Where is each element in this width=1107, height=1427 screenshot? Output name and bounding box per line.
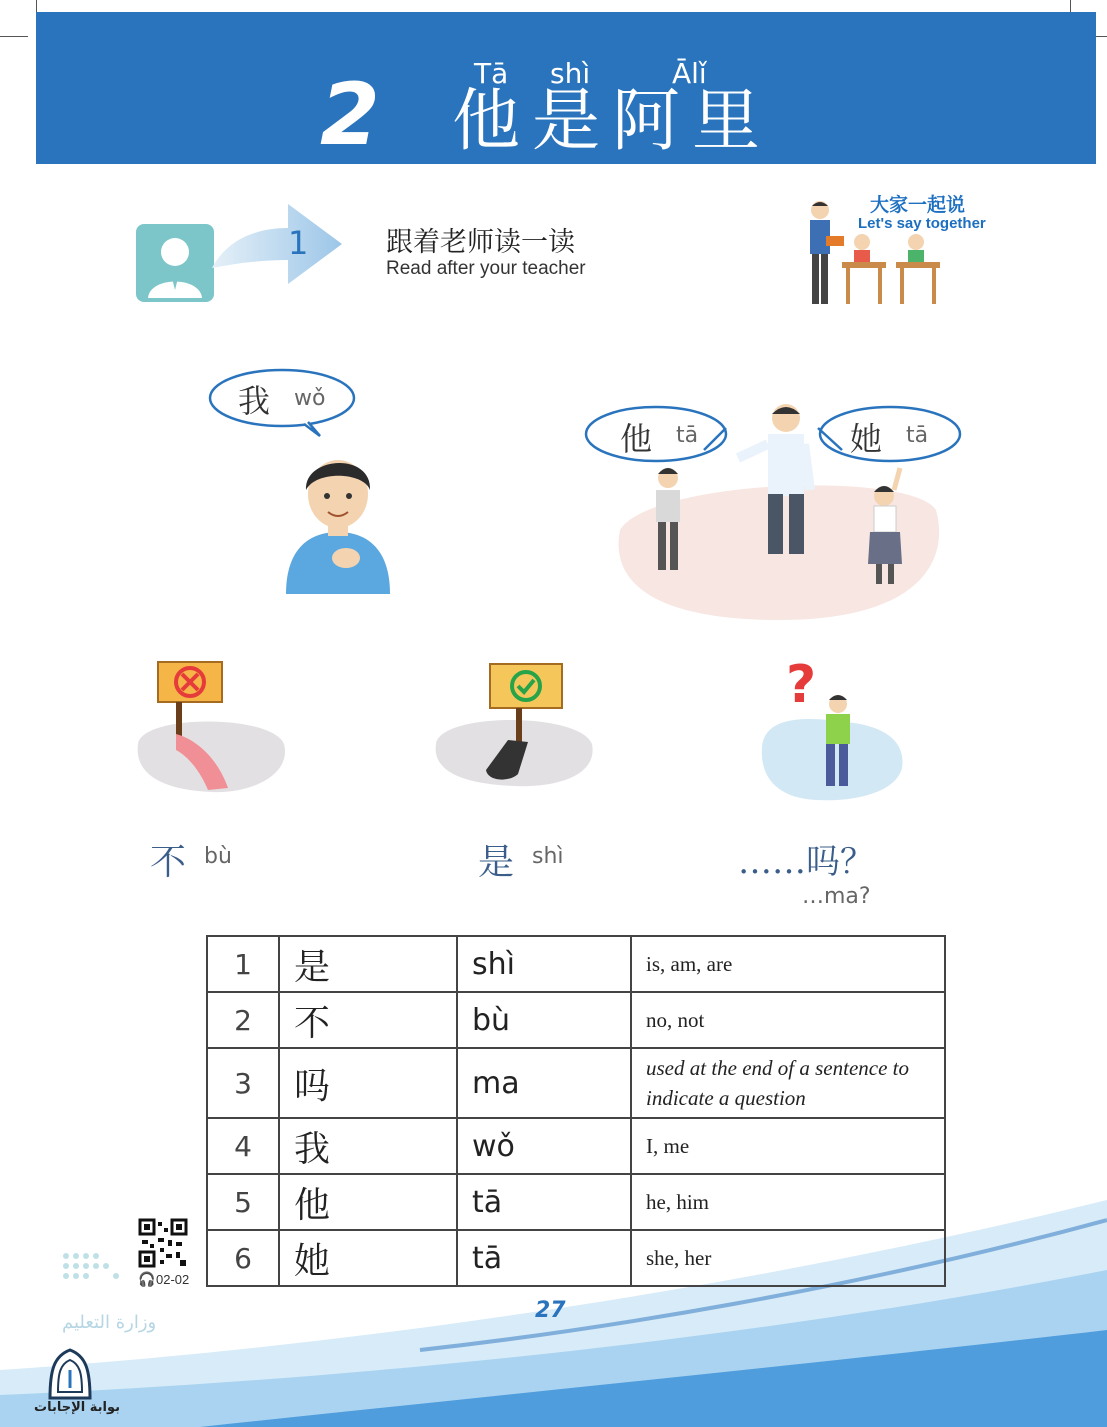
vocab-pinyin: shì [457, 936, 631, 992]
bubble-wo-pinyin: wǒ [294, 386, 326, 411]
vocab-pinyin: bù [457, 992, 631, 1048]
title-char-2: 是 [532, 82, 601, 161]
vocabulary-table [206, 935, 946, 1287]
say-together-badge-cn: 大家一起说 [870, 194, 966, 216]
vocab-pinyin: ma [457, 1048, 631, 1118]
bubble-ta-she-pinyin: tā [906, 423, 929, 448]
vocab-number: 4 [207, 1118, 279, 1174]
title-pinyin-3: Ālǐ [672, 57, 707, 90]
vocab-pinyin: tā [457, 1230, 631, 1286]
vocab-number: 5 [207, 1174, 279, 1230]
vocab-pinyin: wǒ [457, 1118, 631, 1174]
vocab-meaning: I, me [631, 1118, 945, 1174]
vocab-meaning: used at the end of a sentence to indicate a question [631, 1048, 945, 1118]
boy-pointing-self-illustration [282, 446, 394, 594]
activity-arrow-icon [208, 198, 348, 290]
right-sign-illustration [430, 658, 600, 794]
svg-text:?: ? [786, 655, 817, 715]
title-pinyin-1: Tā [474, 57, 509, 90]
bubble-ta-she-char: 她 [850, 420, 883, 458]
bubble-ta-he-char: 他 [620, 420, 653, 458]
bubble-wo-char: 我 [238, 382, 271, 420]
vocab-char: 他 [279, 1174, 457, 1230]
word-bu-char: 不 [150, 842, 187, 883]
ministry-dots-logo [62, 1250, 142, 1290]
vocab-meaning: she, her [631, 1230, 945, 1286]
word-shi-char: 是 [478, 842, 515, 883]
word-ma-pinyin: …ma? [802, 884, 871, 909]
title-pinyin-2: shì [550, 57, 591, 90]
classroom-illustration [798, 198, 948, 310]
table-row [207, 936, 945, 992]
answers-portal-label: بوابة الإجابات [34, 1400, 120, 1415]
vocab-char: 吗 [279, 1048, 457, 1118]
vocab-pinyin: tā [457, 1174, 631, 1230]
table-row [207, 1230, 945, 1286]
title-char-4: 里 [692, 82, 761, 161]
activity-title-en: Read after your teacher [386, 258, 586, 279]
vocab-number: 2 [207, 992, 279, 1048]
word-shi-pinyin: shì [532, 844, 564, 869]
say-together-badge-en: Let's say together [858, 215, 986, 232]
audio-track-code: 02-02 [156, 1272, 190, 1287]
word-ma-char: ……吗？ [738, 842, 874, 882]
headphones-icon: 🎧 [138, 1272, 156, 1288]
vocab-number: 1 [207, 936, 279, 992]
title-char-3: 阿 [612, 82, 681, 161]
page-number: 27 [535, 1298, 566, 1323]
vocab-meaning: is, am, are [631, 936, 945, 992]
ministry-of-education-label: وزارة التعليم [62, 1312, 157, 1333]
vocab-char: 不 [279, 992, 457, 1048]
title-char-1: 他 [452, 82, 521, 161]
vocab-char: 她 [279, 1230, 457, 1286]
table-row [207, 1118, 945, 1174]
lesson-number: 2 [320, 65, 380, 165]
answers-portal-logo [46, 1348, 94, 1400]
vocab-char: 我 [279, 1118, 457, 1174]
teacher-icon [136, 224, 216, 304]
bubble-ta-he-pinyin: tā [676, 423, 699, 448]
teacher-and-students-illustration [640, 400, 910, 590]
speech-bubble-wo [208, 366, 360, 438]
vocab-number: 6 [207, 1230, 279, 1286]
wrong-sign-illustration [132, 654, 292, 798]
activity-title-cn: 跟着老师读一读 [386, 227, 575, 258]
table-row [207, 992, 945, 1048]
vocab-char: 是 [279, 936, 457, 992]
vocab-meaning: no, not [631, 992, 945, 1048]
vocab-meaning: he, him [631, 1174, 945, 1230]
word-bu-pinyin: bù [204, 844, 232, 869]
question-boy-illustration [756, 652, 906, 802]
table-row [207, 1174, 945, 1230]
vocab-number: 3 [207, 1048, 279, 1118]
activity-number: 1 [288, 224, 309, 262]
table-row [207, 1048, 945, 1118]
qr-code-icon[interactable] [138, 1218, 188, 1268]
